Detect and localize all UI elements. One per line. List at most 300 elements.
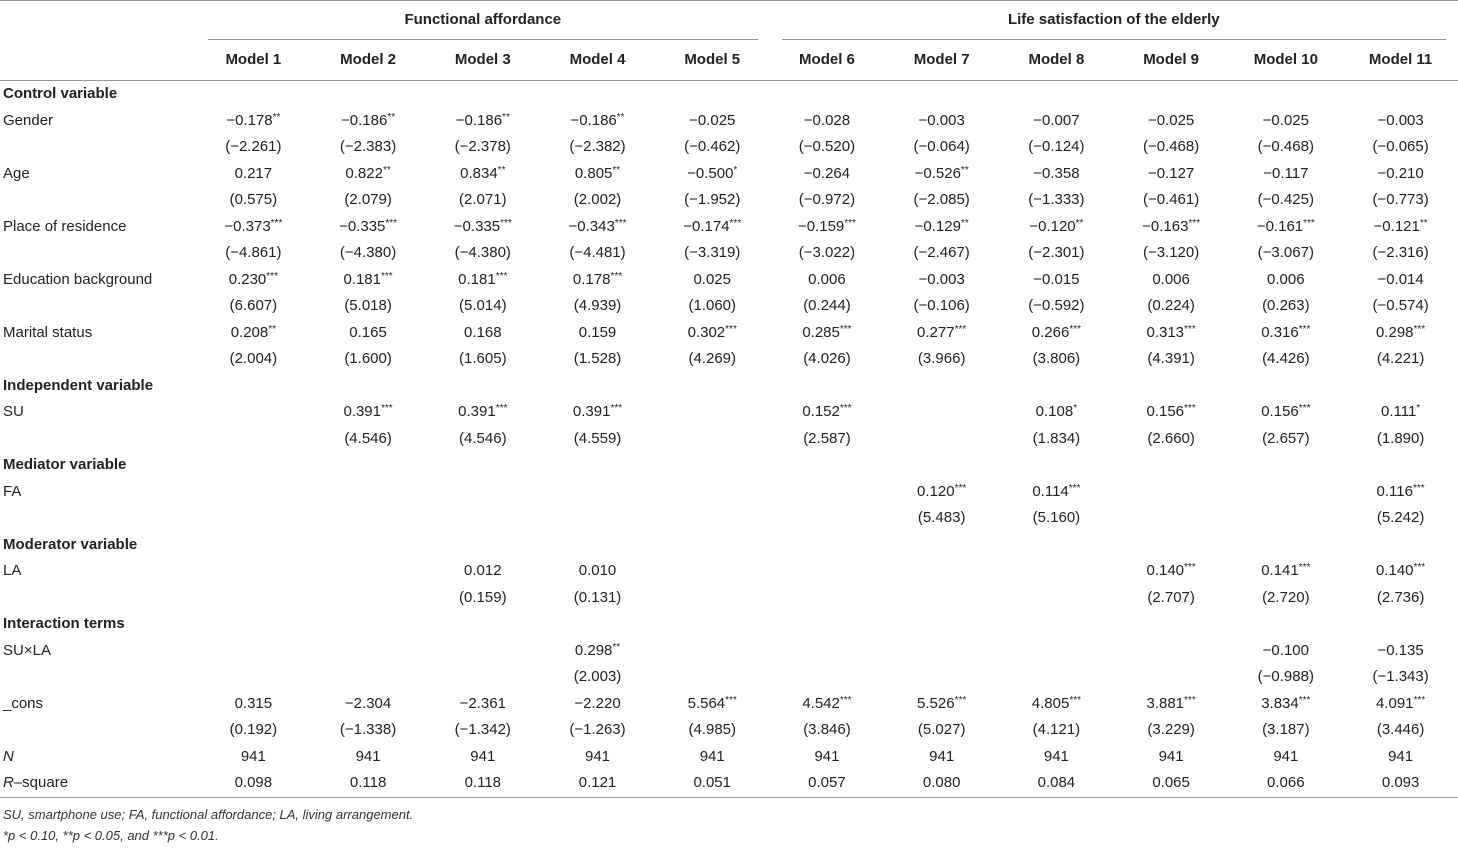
coefficient-cell [1343,479,1458,506]
coefficient-cell [425,267,540,294]
coefficient-cell [311,399,426,426]
coefficient-cell [884,214,999,241]
coefficient-value: 4.091 [1375,694,1414,712]
coefficient-value: −0.121 [1373,217,1420,235]
t-statistic-cell: (−4.481) [569,244,626,261]
t-statistic-cell [196,585,311,612]
t-statistic-cell: (4.026) [803,350,851,367]
coefficient-value: −0.007 [1033,111,1080,129]
coefficient-cell [1343,108,1458,135]
t-statistic-cell: (−4.380) [339,244,397,261]
coefficient-value: −0.335 [339,217,386,235]
coefficient-row [0,108,1458,135]
coefficient-cell [1114,320,1229,347]
row-label: SU×LA [3,641,51,659]
coefficient-cell [1114,479,1229,506]
coefficient-value: 0.006 [1152,270,1190,288]
significance-stars: *** [839,323,852,335]
t-statistic-cell: (1.834) [1032,429,1081,447]
coefficient-cell [770,399,885,426]
t-statistic-cell: (−0.972) [798,191,856,208]
t-statistic-cell: (0.131) [573,588,622,606]
section-label: Interaction terms [3,615,125,632]
coefficient-value: 0.120 [917,482,955,500]
r-square-cell: 0.066 [1228,770,1343,797]
coefficient-cell [311,108,426,135]
coefficient-value: 0.302 [687,323,726,341]
coefficient-cell [196,320,311,347]
coefficient-cell [655,214,770,241]
coefficient-cell [999,320,1114,347]
coefficient-value: 0.156 [1146,403,1185,420]
coefficient-cell [655,267,770,294]
t-statistic-cell: (0.244) [803,297,851,314]
coefficient-cell [1228,558,1343,585]
t-statistic-row [0,505,1458,532]
t-statistic-cell: (−4.861) [225,244,282,261]
t-statistic-cell: (−2.085) [913,191,970,208]
t-statistic-row [0,664,1458,691]
coefficient-value: −2.304 [344,694,392,712]
coefficient-cell [196,691,311,718]
model-header: Model 3 [425,40,540,81]
coefficient-value: −0.210 [1377,164,1424,182]
coefficient-value: −0.500 [687,164,734,182]
significance-stars: *** [381,403,393,414]
t-statistic-cell [770,664,885,691]
t-statistic-cell [540,505,655,532]
coefficient-cell [540,161,655,188]
row-label: Place of residence [3,217,127,235]
r-square-row [0,770,1458,797]
coefficient-cell [770,161,885,188]
coefficient-cell [1114,108,1229,135]
coefficient-value: 0.315 [234,694,273,712]
t-statistic-cell: (4.546) [344,429,392,447]
coefficient-row [0,214,1458,241]
coefficient-cell [884,399,999,426]
coefficient-cell [425,479,540,506]
coefficient-cell [540,399,655,426]
t-statistic-cell: (2.004) [229,350,278,367]
section-header-row [0,81,1458,108]
r-square-cell: 0.118 [311,770,426,797]
t-statistic-cell: (−0.065) [1372,138,1429,155]
significance-stars: *** [1184,694,1196,706]
coefficient-cell [655,161,770,188]
t-statistic-cell: (−1.338) [339,721,397,738]
group-header-life-satisfaction: Life satisfaction of the elderly [770,0,1458,40]
significance-stars: *** [614,217,627,229]
coefficient-value: −2.220 [574,694,621,712]
t-statistic-cell: (0.159) [459,588,507,606]
coefficient-value: −0.358 [1033,164,1080,182]
significance-stars: ** [1419,217,1428,229]
significance-stars: *** [1184,562,1196,573]
coefficient-cell [540,320,655,347]
coefficient-cell [770,267,885,294]
significance-stars: *** [1413,562,1426,573]
t-statistic-cell: (−0.592) [1028,297,1085,314]
coefficient-value: −0.025 [689,111,736,129]
coefficient-cell [1114,399,1229,426]
t-statistic-cell [1114,505,1229,532]
coefficient-cell [425,108,540,135]
significance-stars: ** [612,641,621,653]
coefficient-cell [1343,214,1458,241]
significance-stars: *** [1068,482,1081,494]
t-statistic-cell: (−2.301) [1028,244,1085,261]
blank-label [0,293,196,320]
r-square-cell: 0.057 [770,770,885,797]
coefficient-value: −0.129 [914,217,961,235]
coefficient-cell [1228,267,1343,294]
t-statistic-cell: (4.269) [688,350,736,367]
significance-stars: *** [954,323,967,335]
t-statistic-cell: (3.187) [1262,721,1310,738]
t-statistic-cell [311,505,426,532]
coefficient-cell [1228,479,1343,506]
coefficient-cell [425,558,540,585]
coefficient-value: 0.285 [802,323,840,341]
r-square-cell: 0.093 [1343,770,1458,797]
t-statistic-cell: (0.575) [229,191,278,208]
empty-corner [0,0,196,40]
coefficient-value: 0.006 [808,270,846,288]
coefficient-value: −0.028 [803,111,851,129]
coefficient-value: 0.025 [693,270,731,288]
coefficient-value: 0.111 [1380,403,1417,420]
significance-stars: ** [382,164,391,176]
t-statistic-row [0,717,1458,744]
significance-stars: *** [1069,694,1081,706]
empty-corner [0,40,196,81]
t-statistic-cell: (−0.124) [1028,138,1085,155]
model-header: Model 5 [655,40,770,81]
r-square-label-rest: –square [13,774,69,791]
t-statistic-cell: (2.657) [1262,429,1310,447]
coefficient-cell [196,214,311,241]
coefficient-cell [425,638,540,665]
coefficient-cell [884,161,999,188]
coefficient-value: −2.361 [459,694,506,712]
coefficient-value: 0.165 [349,323,387,341]
t-statistic-cell [999,585,1114,612]
blank-label [0,240,196,267]
coefficient-cell [770,558,885,585]
table-body [0,81,1458,798]
coefficient-cell [1343,320,1458,347]
coefficient-cell [1343,691,1458,718]
t-statistic-cell: (5.160) [1032,509,1081,526]
coefficient-value: 0.114 [1032,482,1069,500]
t-statistic-cell: (4.121) [1032,721,1081,738]
significance-stars: ** [612,164,621,176]
model-header: Model 8 [999,40,1114,81]
coefficient-cell [1343,399,1458,426]
coefficient-value: 0.313 [1146,323,1185,341]
n-cell: 941 [814,747,840,765]
coefficient-cell [770,479,885,506]
coefficient-cell [1228,638,1343,665]
coefficient-value: 0.266 [1031,323,1070,341]
t-statistic-cell [311,664,426,691]
coefficient-value: −0.186 [570,111,617,129]
significance-stars: ** [1075,217,1084,229]
coefficient-value: 5.526 [917,694,955,712]
coefficient-cell [999,108,1114,135]
coefficient-value: −0.025 [1262,111,1309,129]
row-label: Marital status [3,323,93,341]
coefficient-value: 0.208 [230,323,269,341]
coefficient-value: 5.564 [687,694,726,712]
r-square-cell: 0.065 [1114,770,1229,797]
t-statistic-cell [884,585,999,612]
t-statistic-cell: (3.446) [1376,721,1425,738]
coefficient-value: −0.025 [1147,111,1195,129]
significance-stars: *** [1188,217,1201,229]
blank-label [0,426,196,453]
model-header: Model 10 [1228,40,1343,81]
significance-stars: *** [1298,323,1311,335]
t-statistic-cell: (4.546) [459,429,507,447]
coefficient-cell [540,558,655,585]
t-statistic-cell: (−0.520) [798,138,856,155]
coefficient-value: −0.003 [918,270,965,288]
coefficient-value: 0.217 [234,164,273,182]
section-label: Moderator variable [3,535,138,553]
coefficient-cell [999,638,1114,665]
coefficient-cell [655,691,770,718]
coefficient-value: 0.181 [343,270,381,288]
significance-stars: ** [387,111,396,123]
coefficient-cell [311,691,426,718]
coefficient-cell [655,638,770,665]
coefficient-cell [999,691,1114,718]
model-header: Model 9 [1114,40,1229,81]
significance-stars: ** [502,111,510,123]
coefficient-value: 0.156 [1261,403,1299,420]
coefficient-cell [884,479,999,506]
coefficient-value: −0.526 [914,164,961,182]
coefficient-value: −0.161 [1256,217,1304,235]
r-square-cell: 0.080 [884,770,999,797]
coefficient-value: 0.277 [917,323,955,341]
coefficient-cell [999,479,1114,506]
t-statistic-row [0,187,1458,214]
coefficient-cell [1114,691,1229,718]
significance-stars: *** [1069,323,1081,335]
coefficient-cell [1228,320,1343,347]
coefficient-cell [196,558,311,585]
coefficient-value: −0.343 [568,217,615,235]
blank-label [0,505,196,532]
t-statistic-cell: (−0.425) [1257,191,1314,208]
t-statistic-cell [884,426,999,453]
blank-label [0,664,196,691]
r-square-cell: 0.118 [425,770,540,797]
coefficient-value: 0.178 [572,270,611,288]
row-label: LA [3,562,22,579]
t-statistic-cell [655,664,770,691]
blank-label [0,346,196,373]
t-statistic-row [0,134,1458,161]
significance-stars: *** [495,403,508,414]
n-cell: 941 [1273,747,1299,765]
t-statistic-cell: (1.528) [573,350,622,367]
significance-stars: *** [1298,403,1311,414]
t-statistic-cell: (2.660) [1147,429,1195,447]
coefficient-cell [655,108,770,135]
n-cell: 941 [1043,747,1069,765]
coefficient-value: −0.015 [1033,270,1080,288]
coefficient-row [0,691,1458,718]
section-header-row [0,452,1458,479]
coefficient-cell [1228,399,1343,426]
coefficient-cell [311,214,426,241]
coefficient-value: 3.834 [1261,694,1299,712]
significance-stars: ** [497,164,506,176]
coefficient-cell [1228,108,1343,135]
significance-stars: * [733,164,738,176]
blank-label [0,585,196,612]
coefficient-cell [425,161,540,188]
t-statistic-row [0,240,1458,267]
significance-stars: *** [1413,323,1426,335]
t-statistic-cell: (1.600) [344,350,392,367]
model-header: Model 4 [540,40,655,81]
coefficient-value: 0.391 [572,403,611,420]
t-statistic-cell: (−0.462) [684,138,741,155]
significance-stars: *** [1184,323,1196,335]
coefficient-value: 0.391 [343,403,381,420]
t-statistic-cell: (1.890) [1376,429,1425,447]
significance-stars: *** [1298,694,1311,706]
t-statistic-cell: (1.605) [459,350,507,367]
t-statistic-cell: (−1.343) [1372,668,1429,685]
t-statistic-cell [196,505,311,532]
significance-stars: * [1416,403,1421,414]
coefficient-value: −0.174 [683,217,730,235]
t-statistic-cell [770,585,885,612]
t-statistic-cell: (2.707) [1147,588,1195,606]
t-statistic-cell: (4.559) [573,429,622,447]
coefficient-cell [884,108,999,135]
t-statistic-cell: (4.391) [1147,350,1195,367]
coefficient-cell [540,638,655,665]
t-statistic-cell: (2.003) [573,668,622,685]
coefficient-cell [1228,691,1343,718]
t-statistic-cell: (2.720) [1262,588,1310,606]
significance-stars: *** [725,694,737,706]
t-statistic-cell [1228,505,1343,532]
t-statistic-cell: (2.071) [459,191,507,208]
t-statistic-cell [884,664,999,691]
significance-stars: *** [500,217,512,229]
n-row [0,744,1458,771]
t-statistic-cell: (−0.106) [913,297,970,314]
t-statistic-cell: (−2.467) [913,244,970,261]
t-statistic-cell: (−3.067) [1257,244,1314,261]
t-statistic-cell [425,664,540,691]
t-statistic-cell [655,585,770,612]
coefficient-value: −0.178 [226,111,273,129]
coefficient-value: 0.805 [574,164,613,182]
coefficient-cell [540,479,655,506]
coefficient-cell [1343,558,1458,585]
coefficient-cell [884,691,999,718]
coefficient-cell [1114,214,1229,241]
significance-stars: *** [1184,403,1196,414]
coefficient-cell [1343,161,1458,188]
t-statistic-cell: (4.939) [573,297,622,314]
t-statistic-cell: (−3.319) [684,244,741,261]
coefficient-value: −0.163 [1142,217,1189,235]
coefficient-value: 4.805 [1031,694,1070,712]
t-statistic-cell: (−2.383) [339,138,397,155]
coefficient-value: 0.822 [345,164,383,182]
t-statistic-cell: (3.806) [1032,350,1081,367]
coefficient-cell [770,108,885,135]
coefficient-cell [311,161,426,188]
section-header-row [0,532,1458,559]
t-statistic-cell: (5.018) [344,297,392,314]
t-statistic-cell: (−0.773) [1372,191,1429,208]
coefficient-value: −0.373 [224,217,271,235]
coefficient-value: −0.186 [455,111,503,129]
significance-stars: ** [960,164,969,176]
coefficient-value: 0.108 [1035,403,1074,420]
coefficient-cell [1114,638,1229,665]
t-statistic-cell: (−2.378) [454,138,511,155]
n-cell: 941 [355,747,381,765]
coefficient-cell [1114,558,1229,585]
t-statistic-row [0,346,1458,373]
t-statistic-cell [1114,664,1229,691]
significance-stars: *** [495,270,508,282]
significance-stars: *** [725,323,737,335]
coefficient-cell [540,691,655,718]
significance-stars: *** [729,217,742,229]
t-statistic-cell: (−0.574) [1372,297,1429,314]
coefficient-cell [425,320,540,347]
significance-stars: ** [960,217,969,229]
coefficient-value: 0.168 [464,323,502,341]
coefficient-row [0,267,1458,294]
coefficient-cell [196,267,311,294]
model-header: Model 2 [311,40,426,81]
coefficient-cell [425,214,540,241]
coefficient-cell [884,267,999,294]
significance-stars: *** [266,270,278,282]
coefficient-value: −0.135 [1377,641,1424,659]
t-statistic-row [0,293,1458,320]
coefficient-value: 4.542 [802,694,840,712]
row-label: Age [3,164,30,182]
significance-stars: ** [272,111,281,123]
coefficient-cell [311,479,426,506]
t-statistic-cell: (−2.261) [225,138,282,155]
coefficient-cell [655,320,770,347]
t-statistic-row [0,426,1458,453]
coefficient-value: −0.014 [1377,270,1424,288]
significance-stars: *** [381,270,393,282]
coefficient-value: −0.264 [803,164,851,182]
coefficient-value: 0.141 [1261,562,1299,579]
coefficient-cell [884,558,999,585]
coefficient-cell [999,399,1114,426]
coefficient-value: −0.003 [918,111,965,129]
